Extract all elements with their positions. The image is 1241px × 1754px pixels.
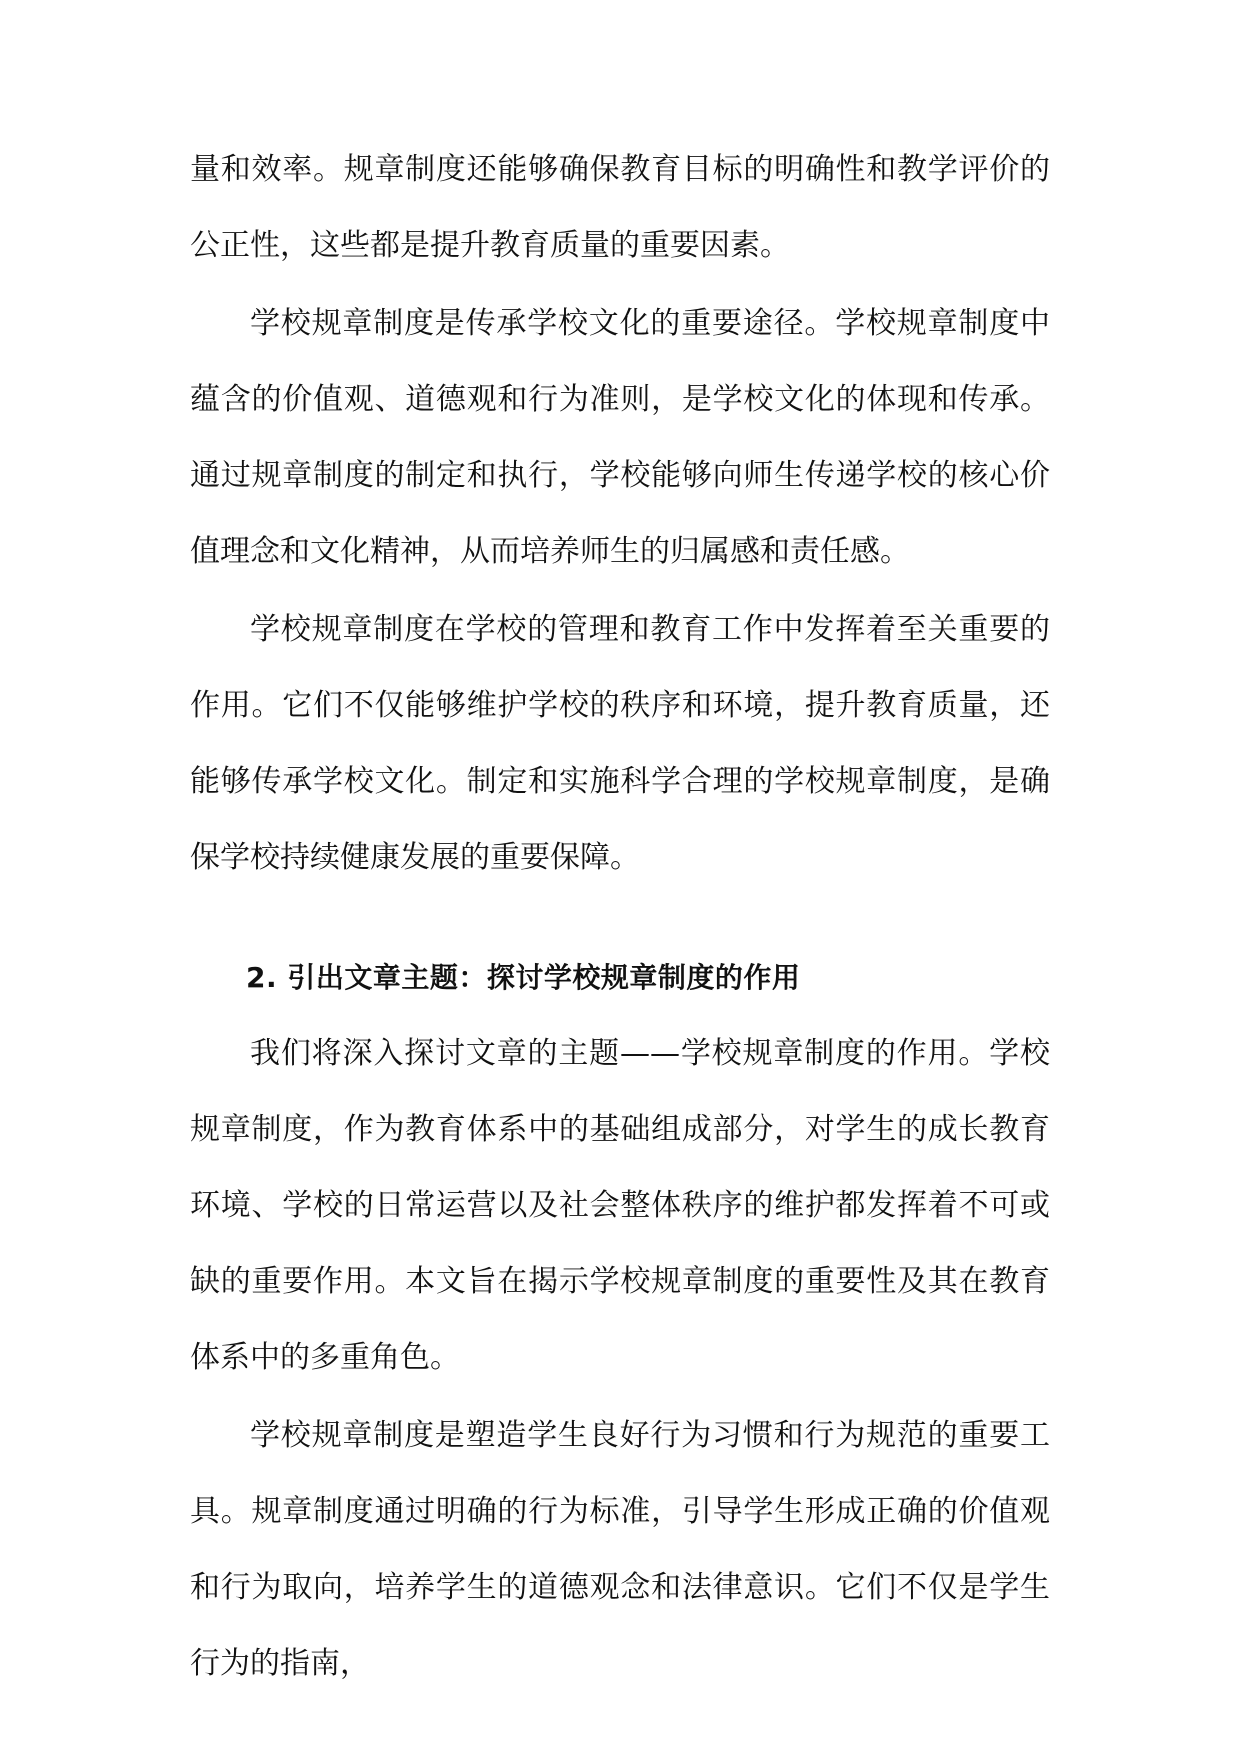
paragraph-behavior-norms: 学校规章制度是塑造学生良好行为习惯和行为规范的重要工具。规章制度通过明确的行为标准，引导学生形成正确的价值观和行为取向，培养学生的道德观念和法律意识。它们不仅是学生行为的指南， xyxy=(190,1418,1050,1681)
document-body xyxy=(190,132,1050,1702)
paragraph-school-culture: 学校规章制度是传承学校文化的重要途径。学校规章制度中蕴含的价值观、道德观和行为准则，是学校文化的体现和传承。通过规章制度的制定和执行，学校能够向师生传递学校的核心价值理念和文化精神，从而培养师生的归属感和责任感。 xyxy=(190,306,1050,569)
paragraph-summary: 学校规章制度在学校的管理和教育工作中发挥着至关重要的作用。它们不仅能够维护学校的秩序和环境，提升教育质量，还能够传承学校文化。制定和实施科学合理的学校规章制度，是确保学校持续健康发展的重要保障。 xyxy=(190,612,1050,875)
heading-spacer xyxy=(190,896,1050,940)
paragraph-topic-intro: 我们将深入探讨文章的主题——学校规章制度的作用。学校规章制度，作为教育体系中的基础组成部分，对学生的成长教育环境、学校的日常运营以及社会整体秩序的维护都发挥着不可或缺的重要作用。本文旨在揭示学校规章制度的重要性及其在教育体系中的多重角色。 xyxy=(190,1036,1050,1375)
section-heading: 2. 引出文章主题：探讨学校规章制度的作用 xyxy=(246,961,801,994)
paragraph-continuation: 量和效率。规章制度还能够确保教育目标的明确性和教学评价的公正性，这些都是提升教育质量的重要因素。 xyxy=(190,152,1050,263)
